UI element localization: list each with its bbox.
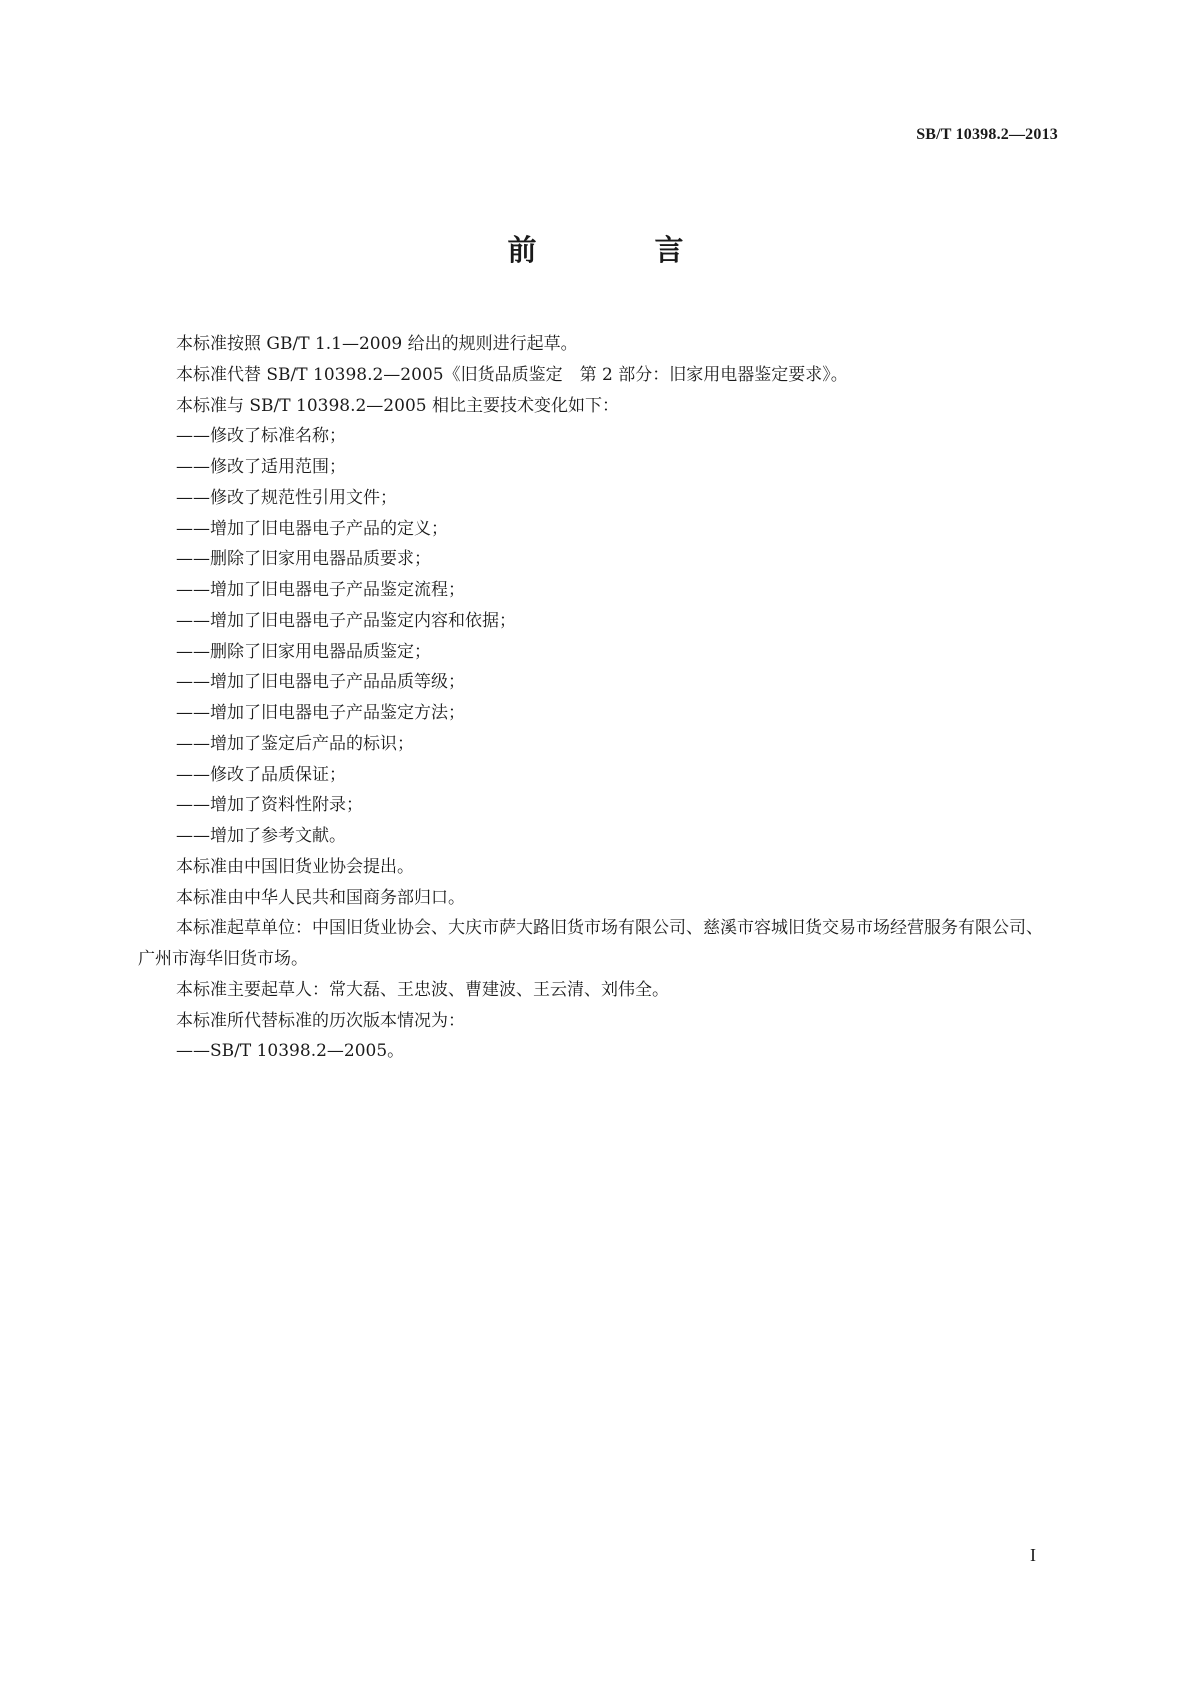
paragraph-administered-by: 本标准由中华人民共和国商务部归口。: [176, 887, 465, 908]
paragraph-drafting-units: 本标准起草单位：中国旧货业协会、大庆市萨大路旧货市场有限公司、慈溪市容城旧货交易市场经营服务有限公司、广州市海华旧货市场。: [138, 918, 1043, 969]
paragraph-drafting-rules: 本标准按照 GB/T 1.1—2009 给出的规则进行起草。: [176, 334, 578, 354]
list-item: ——增加了鉴定后产品的标识；: [176, 733, 414, 754]
list-item: ——增加了旧电器电子产品的定义；: [176, 518, 448, 539]
list-item: ——增加了资料性附录；: [176, 795, 363, 816]
list-item: ——修改了品质保证；: [176, 764, 346, 785]
list-item: ——修改了适用范围；: [176, 457, 346, 477]
list-item: ——删除了旧家用电器品质鉴定；: [176, 641, 431, 662]
list-item: ——修改了规范性引用文件；: [176, 487, 397, 508]
list-item: ——增加了旧电器电子产品品质等级；: [176, 672, 465, 693]
paragraph-previous-editions: 本标准所代替标准的历次版本情况为：: [176, 1010, 465, 1031]
paragraph-replaces: 本标准代替 SB/T 10398.2—2005《旧货品质鉴定 第 2 部分：旧家用电器鉴定要求》。: [176, 364, 848, 385]
page-title: 前 言: [507, 233, 738, 267]
list-item: ——增加了旧电器电子产品鉴定方法；: [176, 703, 465, 723]
list-item: ——删除了旧家用电器品质要求；: [176, 549, 431, 570]
list-item: ——修改了标准名称；: [176, 426, 346, 447]
paragraph-proposed-by: 本标准由中国旧货业协会提出。: [176, 856, 414, 877]
list-item: ——增加了参考文献。: [176, 826, 346, 846]
document-body: [138, 329, 1058, 1067]
list-item: ——增加了旧电器电子产品鉴定内容和依据；: [176, 610, 516, 631]
paragraph-drafters: 本标准主要起草人：常大磊、王忠波、曹建波、王云清、刘伟全。: [176, 979, 669, 1000]
standard-code: SB/T 10398.2—2013: [916, 126, 1058, 143]
page-number: I: [1030, 1545, 1036, 1565]
paragraph-changes-intro: 本标准与 SB/T 10398.2—2005 相比主要技术变化如下：: [176, 395, 619, 416]
list-item: ——SB/T 10398.2—2005。: [176, 1041, 405, 1062]
list-item: ——增加了旧电器电子产品鉴定流程；: [176, 580, 465, 600]
